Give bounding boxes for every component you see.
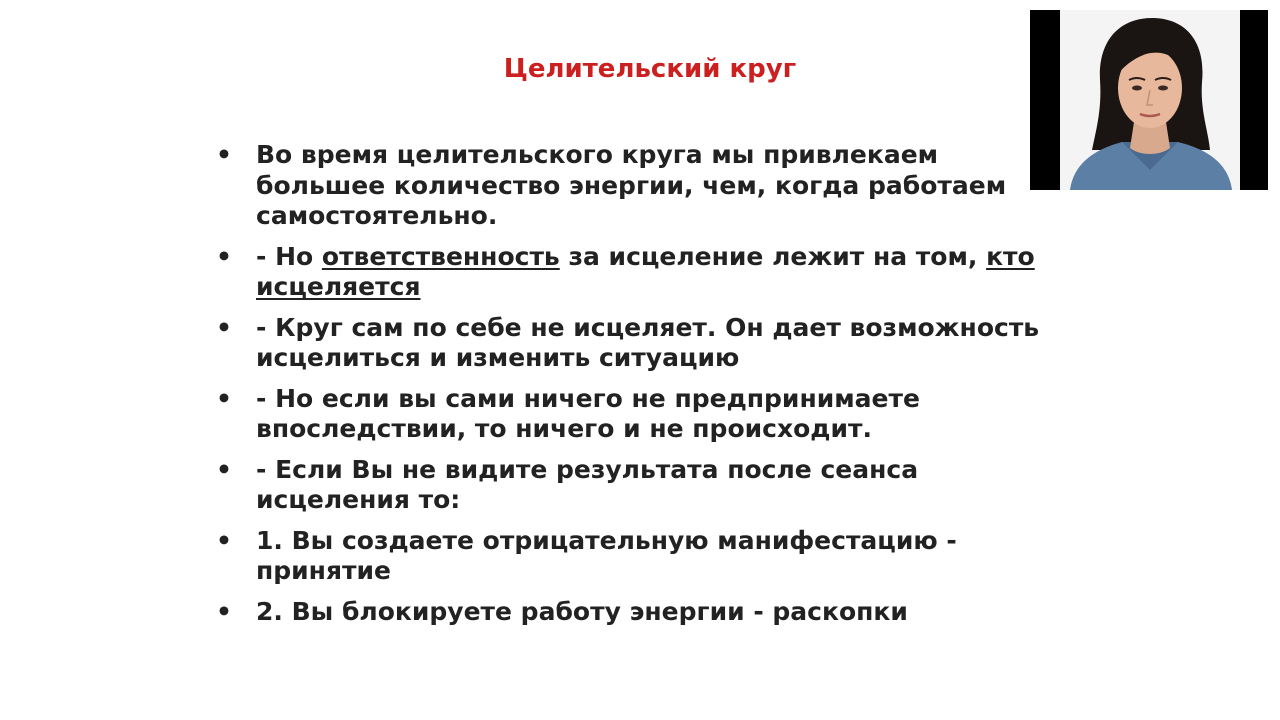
bullet-text: 1. Вы создаете отрицательную манифестацию - принятие [256,525,957,585]
bullet-text: - Если Вы не видите результата после сеанса исцеления то: [256,454,919,514]
slide-title: Целительский круг [503,54,797,84]
bullet-text: за исцеление лежит на том, [559,241,987,271]
bullet-item [216,313,1066,374]
bullet-item [216,597,1066,628]
bullet-item [216,242,1066,303]
bullet-dot-icon: • [216,383,232,413]
underlined-word-responsibility: ответственность [321,241,560,271]
bullet-text: - Но если вы сами ничего не предпринимаете впоследствии, то ничего и не происходит. [256,383,920,443]
bullet-item [216,526,1066,587]
bullet-item [216,140,1066,232]
bullet-dot-icon: • [216,596,232,626]
presenter-portrait-icon [1060,10,1240,190]
underlined-phrase-who-heals: кто исцеляется [256,241,1035,301]
bullet-text: 2. Вы блокируете работу энергии - раскопки [256,596,908,626]
bullet-dot-icon: • [216,312,232,342]
presenter-photo [1030,10,1268,190]
bullet-list [216,140,1066,637]
bullet-dot-icon: • [216,454,232,484]
bullet-text: - Но [256,241,322,271]
bullet-text: - Круг сам по себе не исцеляет. Он дает возможность исцелиться и изменить ситуацию [256,312,1040,372]
bullet-item [216,455,1066,516]
bullet-dot-icon: • [216,140,232,169]
bullet-dot-icon: • [216,241,232,271]
bullet-dot-icon: • [216,525,232,555]
bullet-text: Во время целительского круга мы привлекаем большее количество энергии, чем, когда работаем самостоятельно. [256,140,1007,230]
bullet-item [216,384,1066,445]
